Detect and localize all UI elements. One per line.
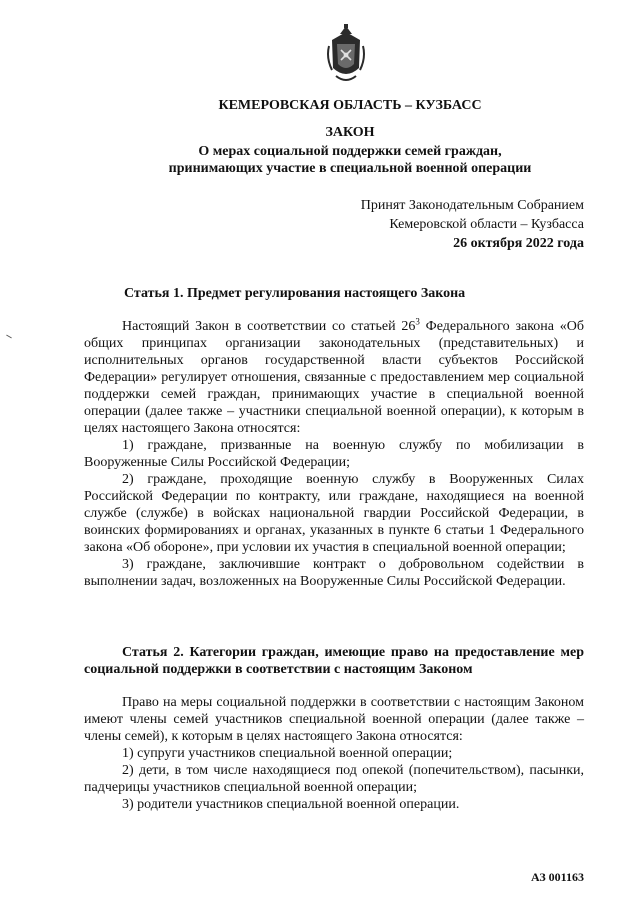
article-2-item-3: 3) родители участников специальной военной операции. xyxy=(122,797,460,812)
article-1-intro-b: Федерального закона «Об общих принципах организации законодательных (представительных) и исполнительных органов государственной власти субъектов Российской Федерации» регулирует отношения, связанные с предоставлением мер социальной поддержки семей граждан, принимающих участие в специальной военной операции (далее также – участники специальной военной операции), к которым в целях настоящего Закона относятся: xyxy=(84,319,584,436)
law-title-line-2: принимающих участие в специальной военной операции xyxy=(168,161,532,176)
article-2-intro: Право на меры социальной поддержки в соответствии с настоящим Законом имеют члены семей участников специальной военной операции (далее также – члены семей), к которым в целях настоящего Закона относятся: xyxy=(84,695,584,744)
adoption-block xyxy=(361,196,584,253)
article-1-intro-a: Настоящий Закон в соответствии со статьей 26 xyxy=(122,319,416,334)
region-heading: КЕМЕРОВСКАЯ ОБЛАСТЬ – КУЗБАСС xyxy=(218,98,482,113)
article-1-intro-superscript: 3 xyxy=(415,316,420,327)
doc-type-heading: ЗАКОН xyxy=(325,125,375,140)
coat-of-arms-emblem xyxy=(326,24,366,86)
adoption-date: 26 октября 2022 года xyxy=(453,236,584,251)
article-1-item-2: 2) граждане, проходящие военную службу в Вооруженных Силах Российской Федерации по контракту, или граждане, находящиеся на военной службе (службе) в войсках национальной гвардии Российской Федерации, в воинских формированиях и органах, указанных в пункте 6 статьи 1 Федерального закона «Об обороне», при условии их участия в специальной военной операции; xyxy=(84,472,584,555)
adoption-line-1: Принят Законодательным Собранием xyxy=(360,198,584,213)
article-1-body xyxy=(84,318,584,590)
article-2-title: Статья 2. Категории граждан, имеющие право на предоставление мер социальной поддержки в соответствии с настоящим Законом xyxy=(84,645,584,677)
adoption-line-2: Кемеровской области – Кузбасса xyxy=(389,217,584,232)
article-1-item-1: 1) граждане, призванные на военную службу по мобилизации в Вооруженные Силы Российской Федерации; xyxy=(84,438,584,470)
article-2-body xyxy=(84,694,584,813)
serial-number: АЗ 001163 xyxy=(530,870,584,884)
article-2-item-2: 2) дети, в том числе находящиеся под опекой (попечительством), пасынки, падчерицы участников специальной военной операции; xyxy=(84,763,584,795)
margin-mark xyxy=(6,335,12,339)
law-title-line-1: О мерах социальной поддержки семей граждан, xyxy=(198,144,502,159)
article-1-title: Статья 1. Предмет регулирования настоящего Закона xyxy=(124,286,466,301)
article-2-item-1: 1) супруги участников специальной военной операции; xyxy=(122,746,453,761)
article-1-item-3: 3) граждане, заключившие контракт о добровольном содействии в выполнении задач, возложенных на Вооруженные Силы Российской Федерации. xyxy=(84,557,584,589)
article-1-intro xyxy=(84,318,584,437)
